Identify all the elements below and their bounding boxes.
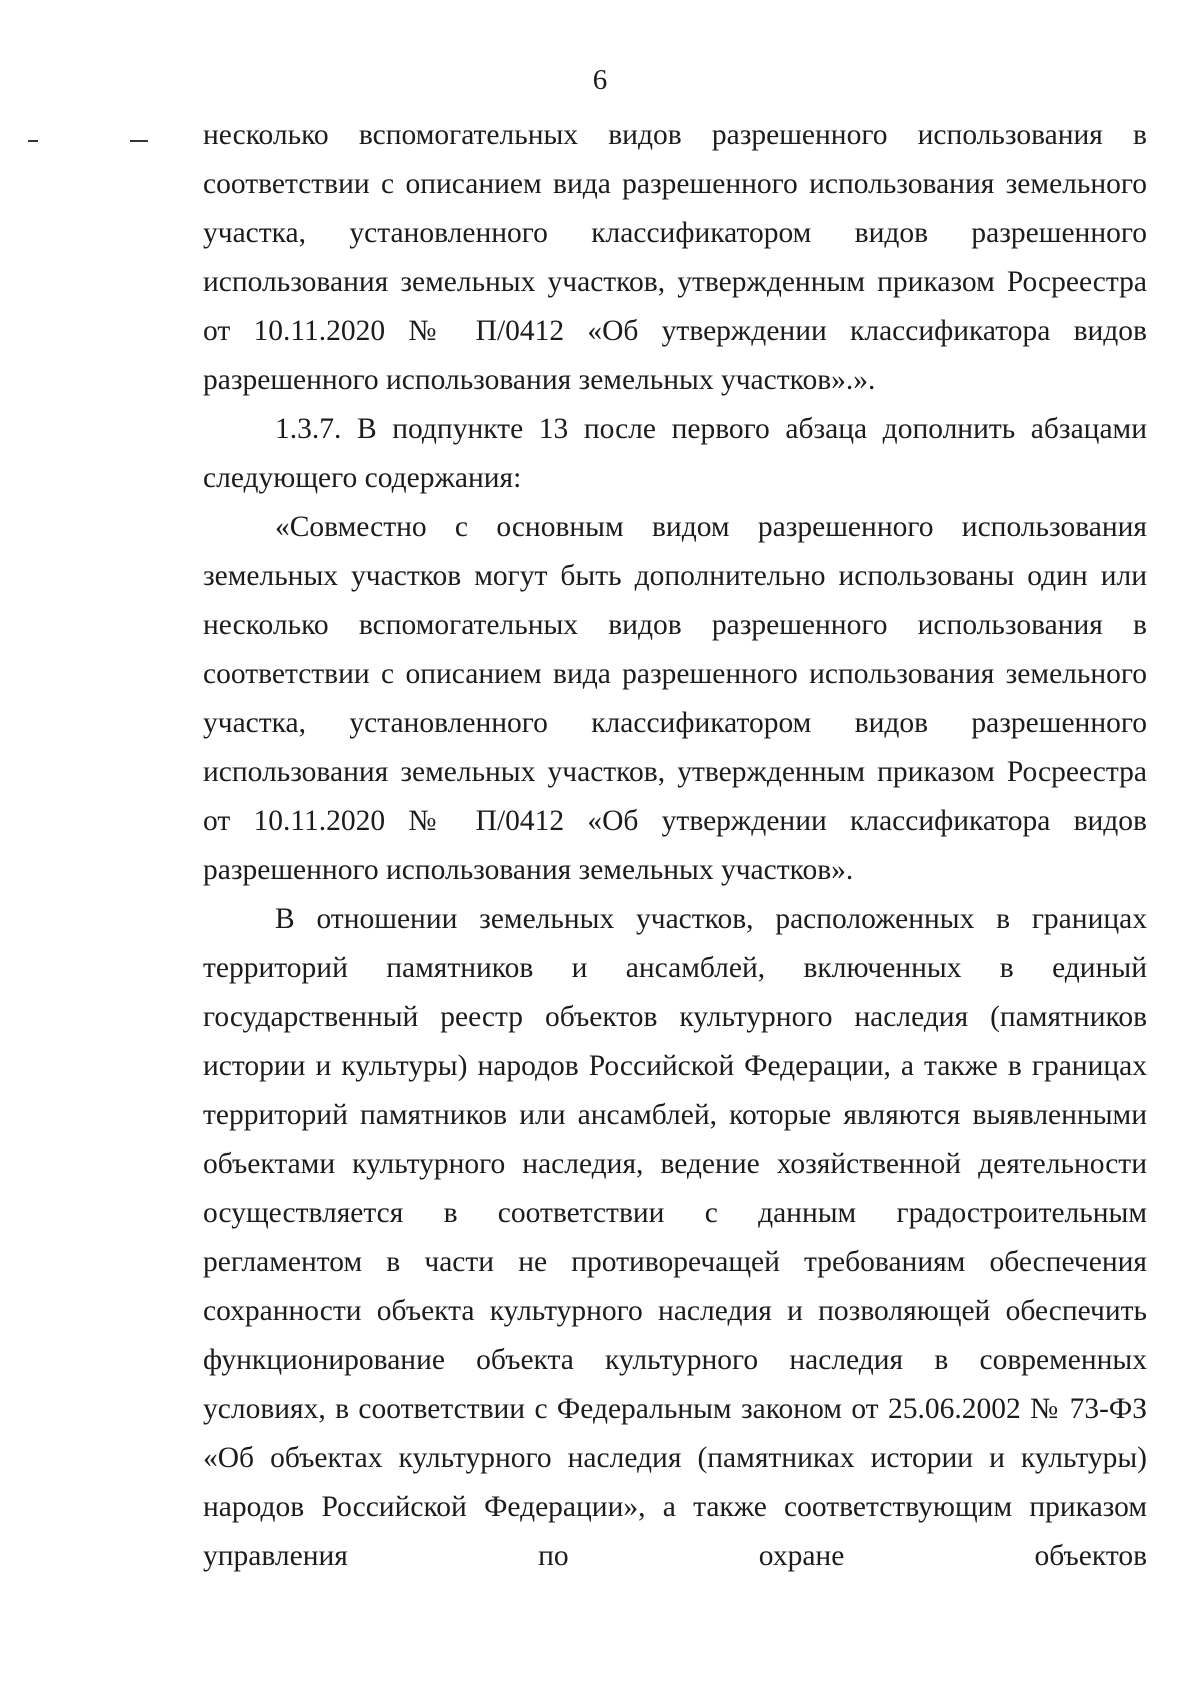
paragraph-continuation: несколько вспомогательных видов разрешенного использования в соответствии с описанием вида разрешенного использования земельного участка, установленного классификатором видов разрешенного использования земельных участков, утвержденным приказом Росреестра от 10.11.2020 № П/0412 «Об утверждении классификатора видов разрешенного использования земельных участков».». (203, 119, 1147, 396)
margin-dash (28, 140, 38, 142)
margin-dash (130, 140, 148, 142)
paragraph-quoted-clause: «Совместно с основным видом разрешенного использования земельных участков могут быть дополнительно использованы один или несколько вспомогательных видов разрешенного использования в соответствии с описанием вида разрешенного использования земельного участка, установленного классификатором видов разрешенного использования земельных участков, утвержденным приказом Росреестра от 10.11.2020 № П/0412 «Об утверждении классификатора видов разрешенного использования земельных участков». (203, 511, 1147, 886)
margin-marks (28, 140, 168, 146)
page-number: 6 (592, 64, 608, 96)
document-body (203, 111, 1147, 1581)
paragraph-cultural-heritage: В отношении земельных участков, расположенных в границах территорий памятников и ансамблей, включенных в единый государственный реестр объектов культурного наследия (памятников истории и культуры) народов Российской Федерации, а также в границах территорий памятников или ансамблей, которые являются выявленными объектами культурного наследия, ведение хозяйственной деятельности осуществляется в соответствии с данным градостроительным регламентом в части не противоречащей требованиям обеспечения сохранности объекта культурного наследия и позволяющей обеспечить функционирование объекта культурного наследия в современных условиях, в соответствии с Федеральным законом от 25.06.2002 № 73-ФЗ «Об объектах культурного наследия (памятниках истории и культуры) народов Российской Федерации», а также соответствующим приказом управления по охране объектов (203, 903, 1147, 1572)
paragraph-amendment-1-3-7: 1.3.7. В подпункте 13 после первого абзаца дополнить абзацами следующего содержания: (203, 413, 1147, 494)
